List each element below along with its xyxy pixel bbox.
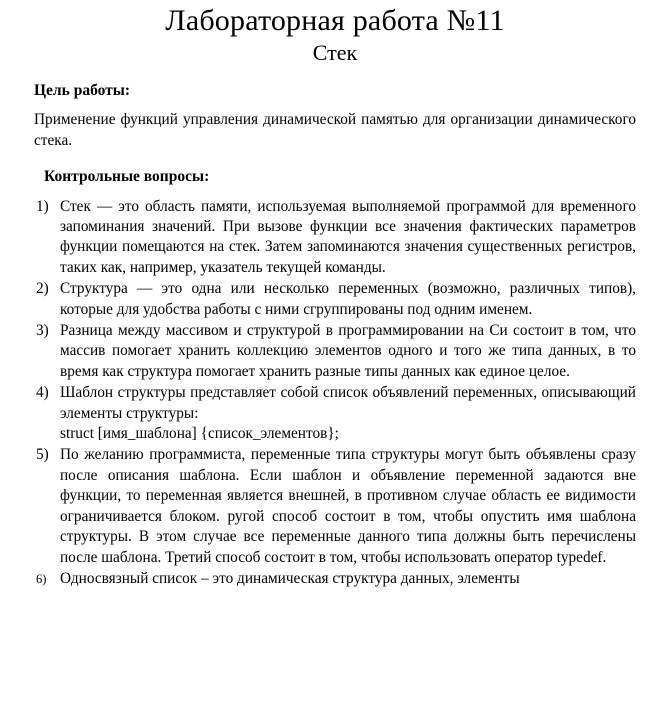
page-subtitle: Стек xyxy=(312,39,358,65)
list-item-number: 3) xyxy=(36,322,49,340)
list-item xyxy=(34,279,636,320)
list-item-number: 5) xyxy=(36,446,49,464)
list-item-number: 1) xyxy=(36,197,49,215)
list-item-text: По желанию программиста, переменные типа структуры могут быть объявлены сразу после описания шаблона. Если шаблон и объявление переменной задаются вне функции, то переменная является внешней, в противном случае область ее видимости ограничивается блоком. ругой способ состоит в том, чтобы опустить имя шаблона структуры. В этом случае все переменные данного типа должны быть перечислены после шаблона. Третий способ состоит в том, чтобы использовать оператор typedef. xyxy=(60,446,636,566)
list-item-number: 4) xyxy=(36,384,49,402)
page-title: Лабораторная работа №11 xyxy=(165,4,505,37)
list-item-text xyxy=(60,383,636,444)
purpose-text: Применение функций управления динамической памятью для организации динамического стека. xyxy=(34,111,636,149)
list-item-text: Стек — это область памяти, используемая выполняемой программой для временного запоминания значений. При вызове функции все значения фактических параметров функции помещаются на стек. Затем запоминаются значения существенных регистров, таких как, например, указатель текущей команды. xyxy=(60,197,636,276)
list-item-number: 2) xyxy=(36,280,49,298)
list-item-text: Разница между массивом и структурой в программировании на Си состоит в том, что массив помогает хранить коллекцию элементов одного и того же типа данных, в то время как структура помогает хранить разные типы данных как единое целое. xyxy=(60,322,636,380)
list-item xyxy=(34,569,636,589)
list-item xyxy=(34,445,636,567)
list-item-number: 6) xyxy=(36,571,47,586)
list-item xyxy=(34,321,636,382)
list-item xyxy=(34,383,636,444)
list-item-text: Односвязный список – это динамическая структура данных, элементы xyxy=(60,569,520,587)
list-item-body: Шаблон структуры представляет собой список объявлений переменных, описывающий элементы структуры: xyxy=(60,384,636,422)
list-item-text: Структура — это одна или несколько переменных (возможно, различных типов), которые для удобства работы с ними сгруппированы под одним именем. xyxy=(60,280,636,318)
list-item xyxy=(34,197,636,279)
questions-heading: Контрольные вопросы: xyxy=(44,168,210,186)
struct-template-code: struct [имя_шаблона] {список_элементов}; xyxy=(60,425,339,443)
purpose-heading: Цель работы: xyxy=(34,81,131,99)
questions-list xyxy=(34,197,636,590)
